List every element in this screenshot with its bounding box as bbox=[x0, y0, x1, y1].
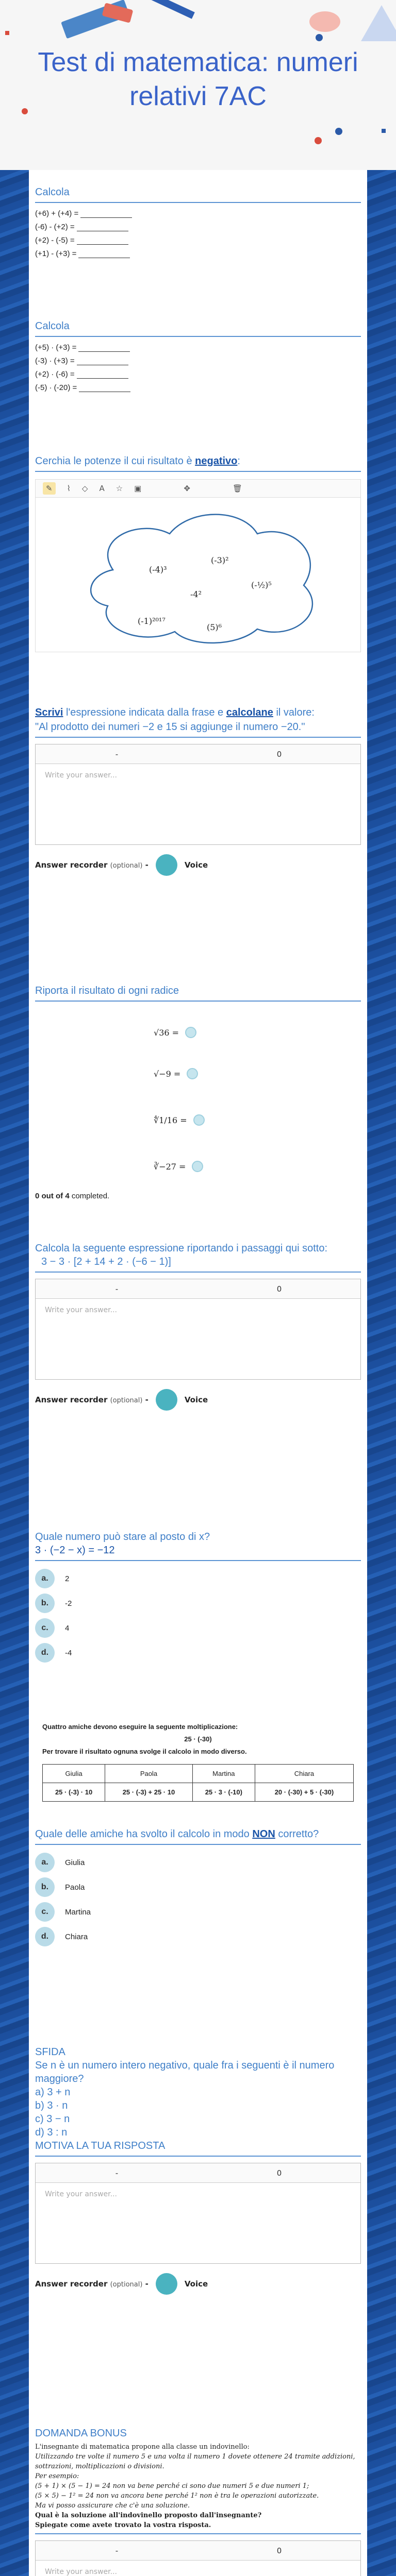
answer-dropzone[interactable] bbox=[185, 1027, 196, 1038]
choice-text: -2 bbox=[65, 1599, 72, 1608]
title-text: il valore: bbox=[273, 707, 315, 718]
section-divider bbox=[35, 1272, 361, 1273]
answer-textarea[interactable]: Write your answer... bbox=[45, 2568, 117, 2576]
expression-text: 3 − 3 · [2 + 14 + 2 · (−6 − 1)] bbox=[41, 1256, 171, 1267]
exercise-row bbox=[35, 247, 361, 261]
cloud-shape bbox=[91, 515, 312, 643]
answer-dropzone[interactable] bbox=[193, 1114, 205, 1126]
table-cell: Paola bbox=[105, 1765, 193, 1783]
right-decorative-edge bbox=[367, 170, 396, 2576]
answer-blank[interactable] bbox=[77, 357, 128, 365]
section-addition bbox=[35, 185, 361, 261]
bonus-paragraph: (5 × 5) − 1² = 24 non va ancora bene perché 1² non è tra le operazioni autorizzate. bbox=[35, 2492, 319, 2500]
section-divider bbox=[35, 471, 361, 472]
recorder-optional: (optional) bbox=[110, 862, 143, 870]
voice-label: Voice bbox=[184, 860, 208, 870]
choice-option[interactable] bbox=[35, 1900, 361, 1924]
power-item: (5)⁶ bbox=[207, 622, 222, 632]
confetti-decoration bbox=[5, 31, 9, 35]
section-divider bbox=[35, 336, 361, 337]
root-item bbox=[154, 1146, 361, 1187]
table-cell: 25 · (-3) + 25 · 10 bbox=[105, 1783, 193, 1802]
choice-letter: b. bbox=[35, 1877, 55, 1897]
section-title: Riporta il risultato di ogni radice bbox=[35, 985, 179, 996]
section-powers bbox=[35, 454, 361, 652]
choice-text: Chiara bbox=[65, 1932, 88, 1941]
choice-letter: a. bbox=[35, 1569, 55, 1588]
title-text: Cerchia le potenze il cui risultato è bbox=[35, 455, 195, 467]
answer-blank[interactable] bbox=[78, 344, 130, 352]
table-cell: Chiara bbox=[255, 1765, 353, 1783]
power-item: -4² bbox=[190, 589, 202, 599]
editor-toolbar bbox=[36, 2541, 360, 2561]
choice-letter: c. bbox=[35, 1902, 55, 1922]
choice-option[interactable] bbox=[35, 1616, 361, 1640]
choice-option[interactable] bbox=[35, 1566, 361, 1591]
bonus-paragraph: Qual è la soluzione all'indovinello proposto dall'insegnante? bbox=[35, 2512, 262, 2519]
choice-letter: a. bbox=[35, 1853, 55, 1872]
pushpin-decoration bbox=[309, 11, 340, 32]
root-expression: ∛−27 = bbox=[154, 1161, 186, 1172]
section-divider bbox=[35, 1001, 361, 1002]
editor-toolbar bbox=[36, 2163, 360, 2183]
section-divider bbox=[35, 737, 361, 738]
voice-label: Voice bbox=[184, 2279, 208, 2289]
text-tool-icon[interactable]: A bbox=[99, 484, 105, 493]
section-divider bbox=[35, 1844, 361, 1845]
exercise-row bbox=[35, 341, 361, 354]
section-title: Quale numero può stare al posto di x? bbox=[35, 1531, 210, 1543]
title-bold: NON bbox=[252, 1828, 275, 1840]
bonus-paragraph: Utilizzando tre volte il numero 5 e una volta il numero 1 dovete ottenere 24 tramite addizioni, sottrazioni, moltiplicazioni o divisioni. bbox=[35, 2453, 355, 2470]
answer-blank[interactable] bbox=[80, 210, 132, 218]
section-title bbox=[35, 1827, 361, 1841]
section-roots bbox=[35, 984, 361, 1202]
exercise-row bbox=[35, 381, 361, 395]
exercise-text: (+1) - (+3) = bbox=[35, 249, 77, 258]
challenge-heading: SFIDA bbox=[35, 2046, 65, 2058]
table-row bbox=[43, 1783, 354, 1802]
title-bold: Scrivi bbox=[35, 707, 63, 718]
record-voice-button[interactable] bbox=[156, 2273, 177, 2295]
record-voice-button[interactable] bbox=[156, 1389, 177, 1411]
exercise-row bbox=[35, 354, 361, 368]
left-decorative-edge bbox=[0, 170, 29, 2576]
editor-tab[interactable]: - bbox=[115, 2546, 119, 2555]
table-cell: Martina bbox=[192, 1765, 255, 1783]
recorder-title: Answer recorder bbox=[35, 2279, 108, 2289]
section-divider bbox=[35, 1560, 361, 1561]
choice-text: Martina bbox=[65, 1907, 91, 1917]
challenge-option: a) 3 + n bbox=[35, 2087, 71, 2098]
choice-letter: d. bbox=[35, 1643, 55, 1663]
editor-tab[interactable]: - bbox=[115, 750, 119, 759]
title-text: l'espressione indicata dalla frase e bbox=[63, 707, 226, 718]
friends-table bbox=[42, 1764, 354, 1802]
exercise-row bbox=[35, 207, 361, 221]
root-item bbox=[154, 1012, 361, 1053]
answer-textarea[interactable]: Write your answer... bbox=[45, 2190, 117, 2198]
title-bold: calcolane bbox=[226, 707, 273, 718]
power-item: (-4)³ bbox=[149, 565, 167, 574]
title-text: corretto? bbox=[275, 1828, 319, 1840]
power-item: (-3)² bbox=[211, 555, 229, 565]
section-divider bbox=[35, 2156, 361, 2157]
choice-letter: b. bbox=[35, 1594, 55, 1613]
root-expression: √−9 = bbox=[154, 1069, 181, 1079]
recorder-optional: (optional) bbox=[110, 1397, 143, 1404]
section-title: Calcola bbox=[35, 320, 70, 332]
pin-decoration bbox=[335, 128, 342, 135]
problem-intro-2: Per trovare il risultato ognuna svolge il calcolo in modo diverso. bbox=[42, 1748, 247, 1755]
table-cell: 20 · (-30) + 5 · (-30) bbox=[255, 1783, 353, 1802]
bonus-paragraph: (5 + 1) × (5 − 1) = 24 non va bene perché ci sono due numeri 5 e due numeri 1; bbox=[35, 2482, 309, 2490]
answer-recorder bbox=[35, 854, 361, 876]
choice-text: Paola bbox=[65, 1883, 85, 1892]
editor-tab[interactable]: - bbox=[115, 2168, 119, 2178]
bonus-paragraph: L'insegnante di matematica propone alla classe un indovinello: bbox=[35, 2443, 250, 2451]
title-text: Quale delle amiche ha svolto il calcolo in modo bbox=[35, 1828, 253, 1840]
drawing-toolbar bbox=[35, 479, 361, 498]
move-tool-icon[interactable]: ✥ bbox=[184, 484, 190, 493]
table-cell: Giulia bbox=[43, 1765, 105, 1783]
choice-option[interactable] bbox=[35, 1591, 361, 1616]
recorder-label: Answer recorder (optional) - bbox=[35, 1395, 148, 1404]
power-item: (-1)²⁰¹⁷ bbox=[138, 616, 166, 626]
bonus-heading: DOMANDA BONUS bbox=[35, 2428, 127, 2439]
answer-blank[interactable] bbox=[79, 384, 130, 392]
section-expression bbox=[35, 1242, 361, 1411]
answer-recorder bbox=[35, 2273, 361, 2295]
worksheet-page bbox=[29, 170, 367, 2576]
exercise-text: (-3) · (+3) = bbox=[35, 357, 75, 365]
exercise-row bbox=[35, 221, 361, 234]
section-title bbox=[35, 454, 361, 468]
page-title: Test di matematica: numeri relativi 7AC bbox=[38, 47, 358, 111]
challenge-question: Se n è un numero intero negativo, quale fra i seguenti è il numero maggiore? bbox=[35, 2060, 335, 2084]
answer-editor[interactable] bbox=[35, 744, 361, 845]
completion-count: 0 out of 4 bbox=[35, 1192, 70, 1200]
cloud-drawing bbox=[36, 498, 360, 652]
choice-letter: d. bbox=[35, 1927, 55, 1946]
pencil-decoration bbox=[140, 0, 195, 19]
challenge-option: b) 3 · n bbox=[35, 2100, 68, 2111]
motivate-label: MOTIVA LA TUA RISPOSTA bbox=[35, 2140, 166, 2151]
recorder-title: Answer recorder bbox=[35, 1395, 108, 1404]
answer-editor[interactable] bbox=[35, 2163, 361, 2264]
trash-icon[interactable]: 🗑 bbox=[232, 484, 242, 493]
answer-blank[interactable] bbox=[77, 223, 128, 231]
editor-tab[interactable]: 0 bbox=[276, 2546, 282, 2555]
section-find-x bbox=[35, 1530, 361, 1665]
title-text: : bbox=[237, 455, 240, 467]
bonus-paragraph: Per esempio: bbox=[35, 2472, 79, 2480]
editor-toolbar bbox=[36, 744, 360, 764]
choice-text: 2 bbox=[65, 1574, 70, 1583]
problem-operation: 25 · (-30) bbox=[184, 1735, 212, 1743]
editor-tab[interactable]: - bbox=[115, 1284, 119, 1294]
root-item bbox=[154, 1053, 361, 1094]
recorder-title: Answer recorder bbox=[35, 860, 108, 870]
editor-tab[interactable]: 0 bbox=[276, 2168, 282, 2178]
section-title bbox=[35, 706, 361, 719]
section-bonus bbox=[35, 2427, 361, 2576]
answer-blank[interactable] bbox=[77, 370, 128, 379]
section-multiplication bbox=[35, 319, 361, 395]
voice-label: Voice bbox=[184, 1395, 208, 1404]
confetti-decoration bbox=[382, 129, 386, 133]
pen-tool-icon[interactable]: ✎ bbox=[43, 482, 56, 495]
bonus-paragraph: Spiegate come avete trovato la vostra risposta. bbox=[35, 2521, 211, 2529]
challenge-option: d) 3 : n bbox=[35, 2127, 68, 2138]
choice-option[interactable] bbox=[35, 1875, 361, 1900]
pin-decoration bbox=[316, 34, 323, 41]
editor-tab[interactable]: 0 bbox=[276, 1284, 282, 1294]
challenge-option: c) 3 − n bbox=[35, 2113, 70, 2125]
equation-text: 3 · (−2 − x) = −12 bbox=[35, 1545, 115, 1556]
drawing-canvas[interactable] bbox=[35, 498, 361, 652]
recorder-optional: (optional) bbox=[110, 2281, 143, 2289]
section-divider bbox=[35, 202, 361, 203]
shape-tool-icon[interactable]: ☆ bbox=[116, 484, 123, 493]
answer-textarea[interactable]: Write your answer... bbox=[45, 771, 117, 779]
root-expression: ∜1/16 = bbox=[154, 1115, 187, 1125]
friends-problem bbox=[35, 1716, 361, 1807]
section-write-expression bbox=[35, 706, 361, 876]
exercise-row bbox=[35, 234, 361, 247]
answer-blank[interactable] bbox=[78, 250, 130, 258]
problem-intro: Quattro amiche devono eseguire la seguente moltiplicazione: bbox=[42, 1723, 238, 1731]
brush-tool-icon[interactable]: ⌇ bbox=[67, 484, 71, 493]
answer-editor[interactable] bbox=[35, 1279, 361, 1380]
triangle-decoration bbox=[361, 5, 396, 41]
root-item bbox=[154, 1094, 361, 1146]
choice-text: 4 bbox=[65, 1623, 70, 1633]
page-header bbox=[0, 0, 396, 170]
choice-letter: c. bbox=[35, 1618, 55, 1638]
answer-editor[interactable] bbox=[35, 2540, 361, 2576]
choice-option[interactable] bbox=[35, 1640, 361, 1665]
recorder-label: Answer recorder (optional) - bbox=[35, 860, 148, 870]
recorder-label: Answer recorder (optional) - bbox=[35, 2279, 148, 2289]
bonus-paragraph: Ma vi posso assicurare che c'è una soluzione. bbox=[35, 2502, 190, 2510]
answer-recorder bbox=[35, 1389, 361, 1411]
eraser-tool-icon[interactable]: ◇ bbox=[81, 484, 88, 493]
exercise-text: (+5) · (+3) = bbox=[35, 343, 77, 352]
exercise-text: (-6) - (+2) = bbox=[35, 223, 75, 231]
power-item: (-½)⁵ bbox=[251, 580, 272, 590]
section-divider bbox=[35, 2533, 361, 2534]
completion-status bbox=[35, 1190, 361, 1202]
section-friends bbox=[35, 1716, 361, 1949]
editor-toolbar bbox=[36, 1279, 360, 1299]
completion-suffix: completed. bbox=[69, 1192, 110, 1200]
editor-tab[interactable]: 0 bbox=[276, 750, 282, 759]
section-title: Calcola bbox=[35, 187, 70, 198]
table-cell: 25 · 3 · (-10) bbox=[192, 1783, 255, 1802]
title-bold: negativo bbox=[195, 455, 238, 467]
root-expression: √36 = bbox=[154, 1027, 179, 1038]
image-tool-icon[interactable]: ▣ bbox=[134, 484, 142, 493]
answer-textarea[interactable]: Write your answer... bbox=[45, 1306, 117, 1314]
choice-text: -4 bbox=[65, 1648, 72, 1657]
record-voice-button[interactable] bbox=[156, 854, 177, 876]
answer-dropzone[interactable] bbox=[192, 1161, 203, 1172]
exercise-row bbox=[35, 368, 361, 381]
pin-decoration bbox=[315, 137, 322, 144]
choice-option[interactable] bbox=[35, 1924, 361, 1949]
exercise-text: (+6) + (+4) = bbox=[35, 209, 79, 218]
table-row bbox=[43, 1765, 354, 1783]
choice-option[interactable] bbox=[35, 1850, 361, 1875]
quote-text: "Al prodotto dei numeri −2 e 15 si aggiunge il numero −20." bbox=[35, 721, 305, 733]
exercise-text: (-5) · (-20) = bbox=[35, 383, 77, 392]
choice-text: Giulia bbox=[65, 1858, 85, 1867]
answer-blank[interactable] bbox=[77, 236, 128, 245]
section-challenge bbox=[35, 2045, 361, 2295]
table-cell: 25 · (-3) · 10 bbox=[43, 1783, 105, 1802]
exercise-text: (+2) - (-5) = bbox=[35, 236, 75, 245]
section-title: Calcola la seguente espressione riportando i passaggi qui sotto: bbox=[35, 1243, 328, 1254]
exercise-text: (+2) · (-6) = bbox=[35, 370, 75, 379]
answer-dropzone[interactable] bbox=[187, 1068, 198, 1079]
